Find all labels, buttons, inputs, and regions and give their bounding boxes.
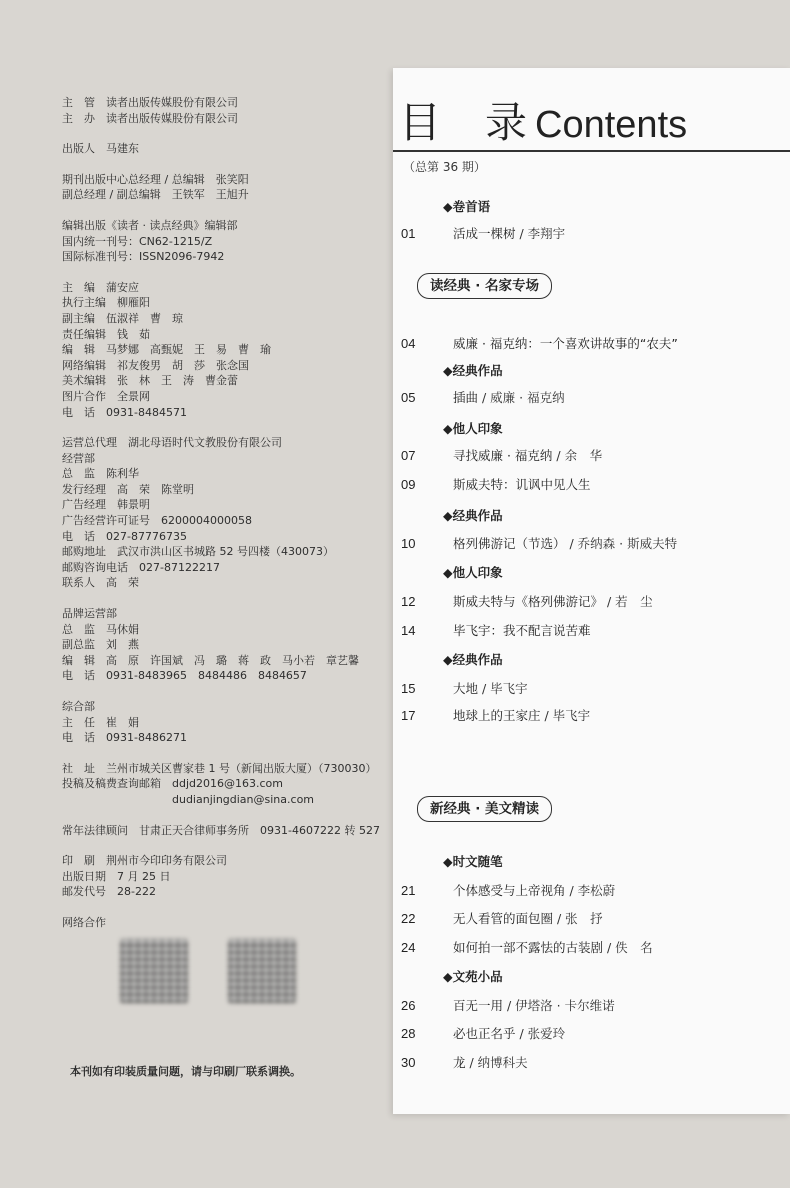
masthead-line: 主 编 蒲安应 [62,280,139,294]
masthead-spacer [62,420,392,435]
masthead-line: 邮购地址 武汉市洪山区书城路 52 号四楼（430073） [62,545,334,559]
table-of-contents [393,68,790,1114]
masthead-line: 副主编 伍淑祥 曹 琼 [62,311,183,325]
toc-entry-author: / 纳博科夫 [465,1055,528,1070]
toc-page-number: 17 [401,708,416,723]
toc-entry-title: 活成一棵树 [453,226,516,241]
toc-page-number: 24 [401,940,416,955]
toc-heading [399,90,687,150]
toc-entry [401,621,781,639]
toc-entry-author: / 张 抒 [553,911,603,926]
toc-entry-title: 斯威夫特：讥讽中见人生 [453,477,591,492]
masthead-line: 网络编辑 祁友俊男 胡 莎 张念国 [62,358,249,372]
toc-section-heading: ◆经典作品 [443,508,503,523]
toc-entry-title: 无人看管的面包圈 [453,911,554,926]
masthead-line: 期刊出版中心总经理 / 总编辑 张笑阳 [62,172,249,186]
toc-entry-author: / 李翔宇 [515,226,566,241]
masthead-line: 主 管 读者出版传媒股份有限公司 [62,96,238,109]
qr-code-block [120,939,188,1003]
masthead-line: 国际标准刊号：ISSN2096-7942 [62,250,225,264]
masthead-line: 社 址 兰州市城关区曹家巷 1 号（新闻出版大厦）（730030） [62,761,377,775]
masthead-line: 出版人 马建东 [62,142,139,156]
toc-entry-title: 毕飞宇：我不配言说苦难 [453,623,591,638]
issue-number: （总第 36 期） [403,160,486,174]
toc-entry-title: 必也正名乎 [453,1026,516,1041]
toc-section-heading: ◆他人印象 [443,421,503,436]
toc-entry [401,224,781,242]
toc-entry-author: / 若 尘 [603,594,653,609]
qr-code-block [228,939,296,1003]
toc-entry [401,534,781,552]
toc-entry [401,909,781,927]
toc-entry-title: 格列佛游记（节选） [453,536,566,551]
masthead-line: 运营总代理 湖北母语时代文教股份有限公司 [62,436,282,450]
toc-page-number: 22 [401,911,416,926]
masthead-line: dudianjingdian@sina.com [62,792,315,806]
toc-entry-title: 个体感受与上帝视角 [453,883,566,898]
toc-page-number: 21 [401,883,416,898]
toc-heading-cn-2: 录 [485,98,528,147]
toc-entry-title: 百无一用 [453,998,504,1013]
masthead-line: 副总经理 / 副总编辑 王铁军 王旭升 [62,188,249,202]
qr-code-2 [228,939,296,1003]
toc-page-number: 15 [401,681,416,696]
toc-column-banner: 读经典 · 名家专场 [417,273,552,299]
toc-entry-author: / 乔纳森 · 斯威夫特 [565,536,678,551]
masthead-line: 网络合作 [62,915,106,929]
toc-entry [401,388,781,406]
toc-entry-author: / 毕飞宇 [478,681,528,696]
masthead-line: 品牌运营部 [62,607,117,621]
toc-heading-rule [393,150,790,152]
toc-page-number: 10 [401,536,416,551]
masthead-line: 邮发代号 28-222 [62,885,156,899]
toc-entry [401,706,781,724]
toc-entry-title: 寻找威廉 · 福克纳 [453,448,553,463]
toc-section-heading: ◆经典作品 [443,652,503,667]
masthead-line: 广告经理 韩景明 [62,498,150,512]
toc-entry [401,679,781,697]
toc-entry [401,881,781,899]
masthead-spacer [62,900,392,915]
masthead-line: 编 辑 高 原 许国斌 冯 璐 蒋 政 马小若 章艺馨 [62,653,359,667]
toc-entry [401,446,781,464]
masthead-credits [62,95,392,1003]
toc-entry-title: 大地 [453,681,479,696]
masthead-line: 电 话 0931-8483965 8484486 8484657 [62,669,307,683]
toc-heading-en: Contents [535,104,688,146]
toc-entry-title: 地球上的王家庄 [453,708,541,723]
qr-code-1 [120,939,188,1003]
masthead-line: 综合部 [62,700,95,713]
masthead-line: 编辑出版《读者 · 读点经典》编辑部 [62,218,238,232]
masthead-spacer [62,684,392,699]
masthead-line: 总 监 马休娟 [62,622,139,636]
masthead-line: 总 监 陈利华 [62,467,139,481]
toc-section-heading: ◆他人印象 [443,565,503,580]
toc-entry-title: 威廉 · 福克纳：一个喜欢讲故事的“农夫” [453,336,678,351]
masthead-line: 投稿及稿费查询邮箱 ddjd2016@163.com [62,777,283,791]
masthead-spacer [62,591,392,606]
toc-section-heading: ◆卷首语 [443,199,491,214]
toc-page-number: 09 [401,477,416,492]
masthead-spacer [62,265,392,280]
quality-notice: 本刊如有印装质量问题，请与印刷厂联系调换。 [70,1065,301,1078]
toc-page-number: 05 [401,390,416,405]
toc-page-number: 12 [401,594,416,609]
masthead-line: 美术编辑 张 林 王 涛 曹金蕾 [62,374,238,388]
toc-page-number: 01 [401,226,416,241]
toc-entry [401,938,781,956]
masthead-spacer [62,203,392,218]
masthead-line: 主 任 崔 娟 [62,715,139,729]
toc-entry [401,334,781,352]
masthead-line: 责任编辑 钱 茹 [62,327,150,341]
masthead-line: 国内统一刊号：CN62-1215/Z [62,234,213,248]
masthead-line: 出版日期 7 月 25 日 [62,869,171,883]
masthead-spacer [62,157,392,172]
masthead-line: 经营部 [62,451,95,465]
masthead-line: 印 刷 荆州市今印印务有限公司 [62,854,227,868]
toc-entry-title: 龙 [453,1055,466,1070]
toc-page-number: 14 [401,623,416,638]
masthead-line: 副总监 刘 燕 [62,638,139,652]
masthead-line: 执行主编 柳雁阳 [62,296,150,310]
masthead-line: 联系人 高 荣 [62,576,139,590]
toc-entry [401,1024,781,1042]
toc-entry-author: / 佚 名 [603,940,653,955]
toc-section-heading: ◆经典作品 [443,363,503,378]
masthead-line: 电 话 0931-8486271 [62,731,187,745]
toc-page-number: 28 [401,1026,416,1041]
toc-page-number: 26 [401,998,416,1013]
masthead-line: 图片合作 全景网 [62,389,150,403]
toc-page-number: 04 [401,336,416,351]
toc-entry [401,1053,781,1071]
masthead-line: 编 辑 马梦娜 高甄妮 王 易 曹 瑜 [62,343,271,357]
qr-code-row [120,939,392,1003]
masthead-line: 邮购咨询电话 027-87122217 [62,560,220,574]
masthead-spacer [62,838,392,853]
toc-entry [401,475,781,493]
toc-section-heading: ◆文苑小品 [443,969,503,984]
masthead-line: 电 话 027-87776735 [62,529,187,543]
masthead-spacer [62,808,392,823]
masthead-spacer [62,746,392,761]
toc-entry-author: / 毕飞宇 [540,708,591,723]
toc-entry-author: / 张爱玲 [515,1026,566,1041]
toc-entry [401,996,781,1014]
toc-entry-author: / 伊塔洛 · 卡尔维诺 [503,998,615,1013]
masthead-line: 电 话 0931-8484571 [62,405,187,419]
toc-entry-author: / 威廉 · 福克纳 [478,390,565,405]
toc-column-banner: 新经典 · 美文精读 [417,796,552,822]
masthead-line: 发行经理 高 荣 陈堂明 [62,482,194,496]
toc-page-number: 07 [401,448,416,463]
toc-entry-author: / 李松蔚 [565,883,616,898]
toc-entry-title: 插曲 [453,390,479,405]
toc-page-number: 30 [401,1055,416,1070]
toc-heading-cn-1: 目 [399,98,442,147]
masthead-spacer [62,126,392,141]
toc-entry-author: / 余 华 [552,448,603,463]
toc-section-heading: ◆时文随笔 [443,854,503,869]
toc-entry-title: 斯威夫特与《格列佛游记》 [453,594,604,609]
masthead-line: 广告经营许可证号 6200004000058 [62,514,252,528]
toc-entry [401,592,781,610]
masthead-line: 常年法律顾问 甘肃正天合律师事务所 0931-4607222 转 527 [62,823,380,837]
masthead-line: 主 办 读者出版传媒股份有限公司 [62,111,238,125]
toc-entry-title: 如何拍一部不露怯的古装剧 [453,940,604,955]
